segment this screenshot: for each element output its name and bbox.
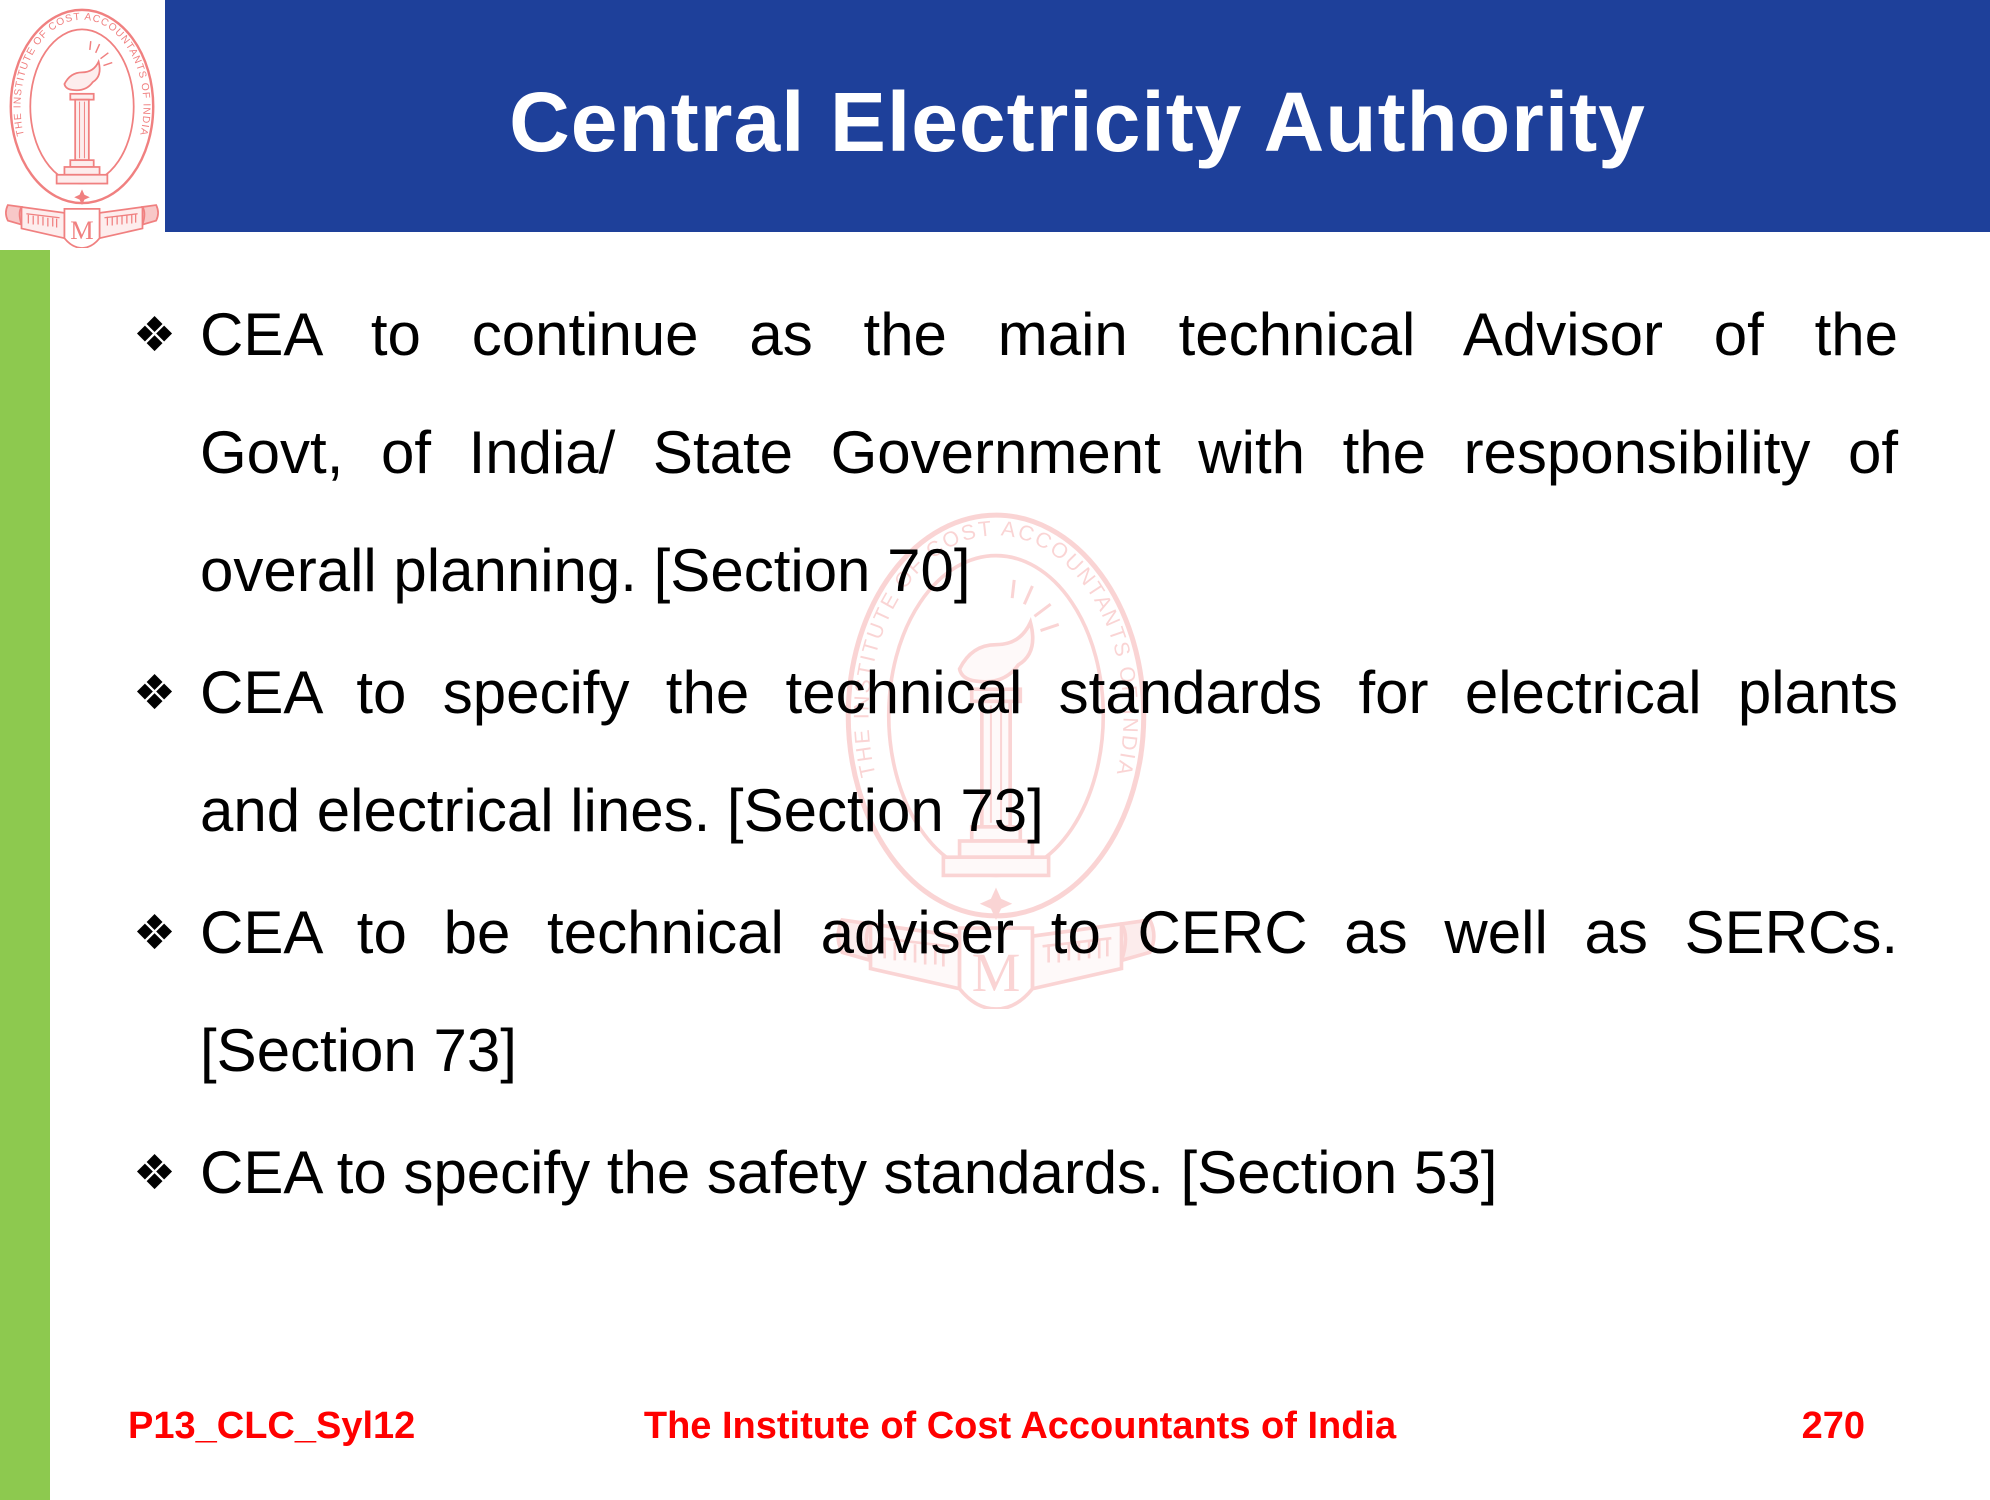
bullet-item-3 [133,874,1898,1110]
bullet-line: CEA to be technical adviser to CERC as well as SERCs. [200,899,1898,966]
bullet-line: CEA to continue as the main technical Advisor of the [200,301,1898,368]
bullet-diamond-icon: ❖ [133,1145,177,1201]
bullet-diamond-icon: ❖ [133,665,177,721]
bullet-line: Govt, of India/ State Government with the responsibility of [200,419,1898,486]
bullet-line: CEA to specify the safety standards. [Section 53] [200,1139,1498,1206]
bullet-line: [Section 73] [200,1017,517,1084]
bullet-item-2 [133,634,1898,870]
bullet-line: overall planning. [Section 70] [200,537,971,604]
bullet-item-4 [133,1114,1898,1232]
slide-body [133,276,1898,1236]
footer-institute-name: The Institute of Cost Accountants of India [643,1405,1397,1447]
bullet-line: CEA to specify the technical standards for electrical plants [200,659,1898,726]
slide-title: Central Electricity Authority [509,74,1646,169]
footer-course-code: P13_CLC_Syl12 [128,1405,416,1447]
footer [0,1402,1990,1452]
title-bar [165,0,1990,232]
bullet-diamond-icon: ❖ [133,307,177,363]
bullet-diamond-icon: ❖ [133,905,177,961]
bullet-line: and electrical lines. [Section 73] [200,777,1044,844]
institute-logo [2,2,162,250]
accent-stripe [0,250,50,1500]
footer-page-number: 270 [1801,1405,1865,1447]
bullet-item-1 [133,276,1898,630]
